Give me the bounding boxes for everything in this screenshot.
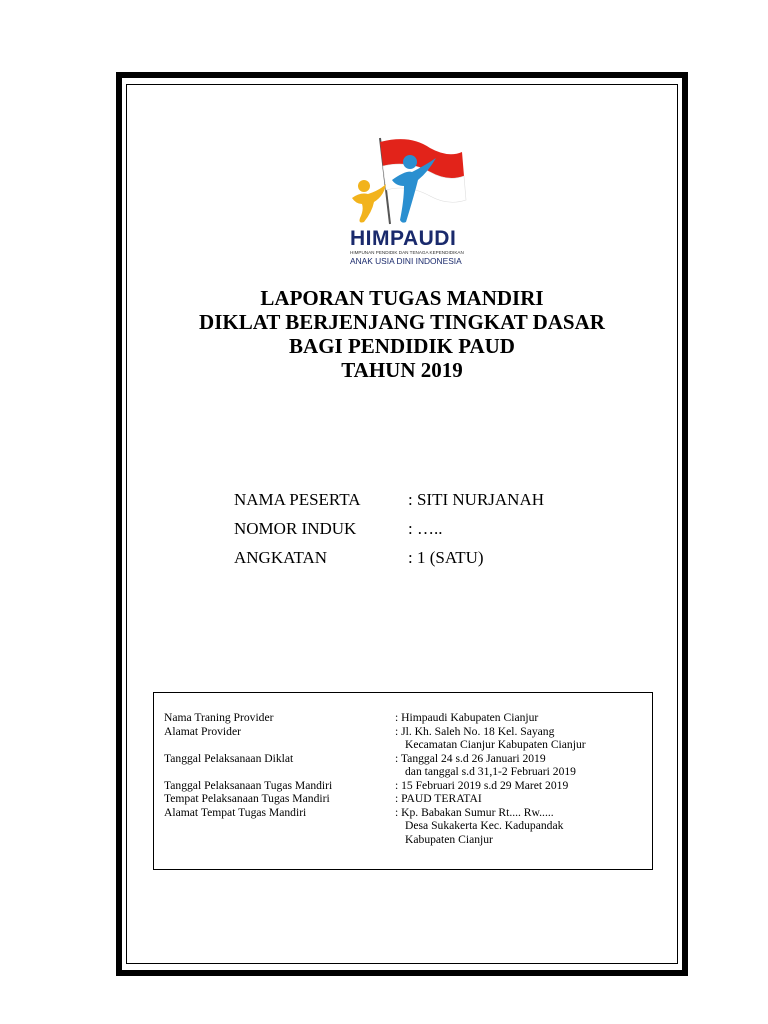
participant-batch-value: : 1 (SATU) (408, 548, 484, 567)
participant-row-number (234, 519, 544, 548)
logo-small-text: HIMPUNAN PENDIDIK DAN TENAGA KEPENDIDIKAN (350, 250, 464, 255)
info-row-address (164, 725, 586, 739)
info-row-task-place (164, 792, 586, 806)
info-value: : Jl. Kh. Saleh No. 18 Kel. Sayang (395, 724, 555, 738)
info-value: : Tanggal 24 s.d 26 Januari 2019 (395, 751, 546, 765)
info-row-training-date (164, 752, 586, 766)
logo-subtitle: ANAK USIA DINI INDONESIA (350, 256, 462, 266)
himpaudi-logo (340, 136, 480, 266)
participant-number-value: : ….. (408, 519, 443, 538)
info-label: Tanggal Pelaksanaan Tugas Mandiri (164, 778, 333, 792)
info-value: : Kp. Babakan Sumur Rt.... Rw..... (395, 805, 554, 819)
participant-name-label: NAMA PESERTA (234, 490, 361, 509)
info-value: : Himpaudi Kabupaten Cianjur (395, 711, 539, 724)
info-continuation: Kecamatan Cianjur Kabupaten Cianjur (405, 738, 586, 751)
participant-number-label: NOMOR INDUK (234, 519, 357, 538)
document-title (130, 286, 674, 382)
participant-name-value: : SITI NURJANAH (408, 490, 544, 509)
training-info-box (153, 692, 653, 870)
info-label: Alamat Tempat Tugas Mandiri (164, 805, 307, 819)
info-continuation: Kabupaten Cianjur (405, 832, 493, 846)
info-row-task-address (164, 806, 586, 820)
info-label: Tanggal Pelaksanaan Diklat (164, 751, 294, 765)
info-label: Alamat Provider (164, 724, 241, 738)
info-value: : 15 Februari 2019 s.d 29 Maret 2019 (395, 778, 569, 792)
flag-figures-icon (340, 136, 480, 228)
title-line-1: LAPORAN TUGAS MANDIRI (260, 286, 544, 310)
participant-details (234, 490, 544, 577)
title-line-2: DIKLAT BERJENJANG TINGKAT DASAR (199, 310, 605, 334)
info-label: Nama Traning Provider (164, 711, 274, 724)
info-continuation: Desa Sukakerta Kec. Kadupandak (405, 819, 564, 832)
info-row-task-date (164, 779, 586, 793)
info-row-provider (164, 711, 586, 725)
participant-row-name (234, 490, 544, 519)
info-value: : PAUD TERATAI (395, 792, 482, 805)
title-line-4: TAHUN 2019 (341, 358, 463, 382)
info-label: Tempat Pelaksanaan Tugas Mandiri (164, 792, 330, 805)
logo-name: HIMPAUDI (350, 227, 457, 250)
participant-batch-label: ANGKATAN (234, 548, 328, 567)
title-line-3: BAGI PENDIDIK PAUD (289, 334, 515, 358)
info-continuation: dan tanggal s.d 31,1-2 Februari 2019 (405, 765, 576, 778)
participant-row-batch (234, 548, 544, 577)
